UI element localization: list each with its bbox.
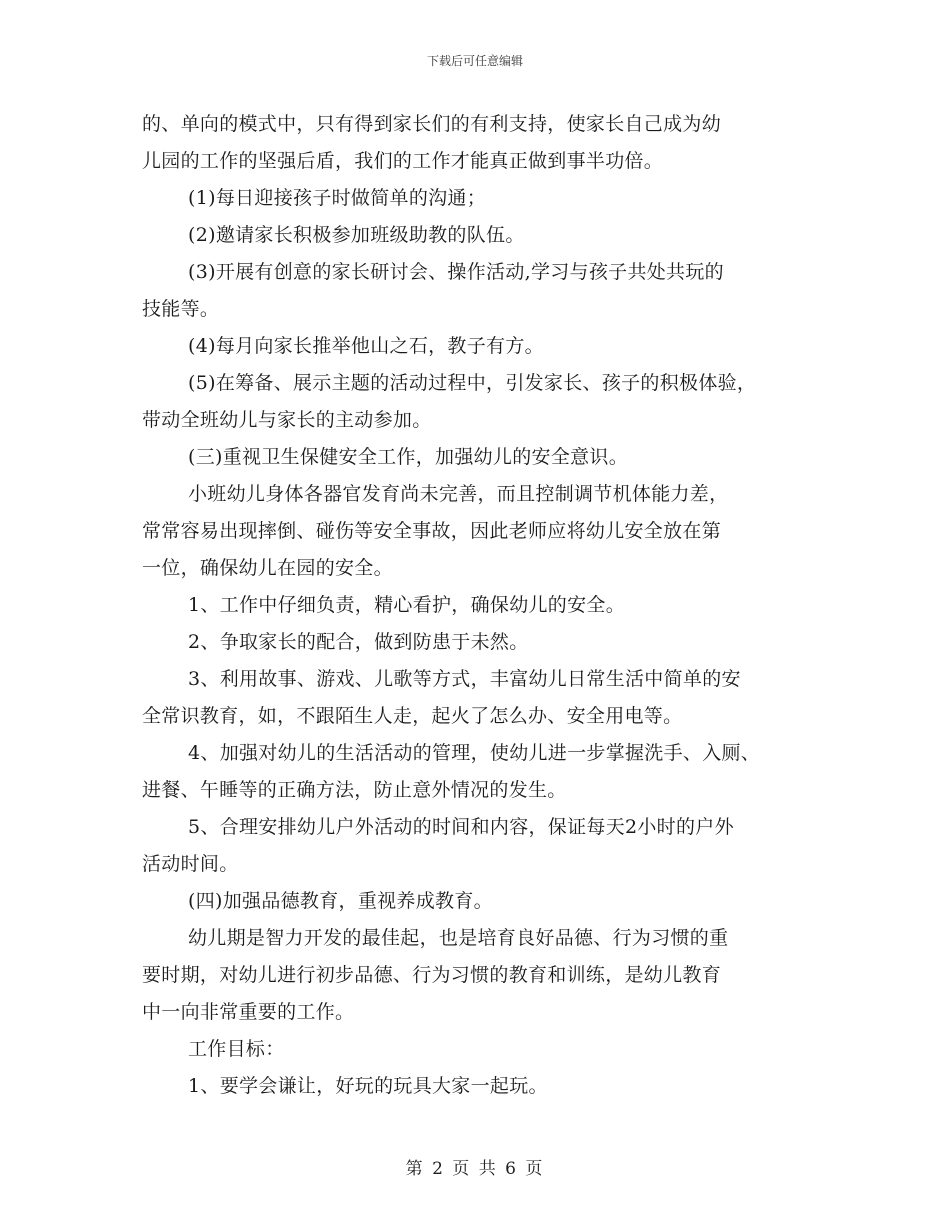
paragraph-line: (2)邀请家长积极参加班级助教的队伍。 xyxy=(188,224,525,246)
document-body xyxy=(142,106,842,1105)
paragraph-line: (5)在筹备、展示主题的活动过程中，引发家长、孩子的积极体验， xyxy=(188,372,757,394)
paragraph-line: 技能等。 xyxy=(142,298,220,320)
paragraph-line: 4、加强对幼儿的生活活动的管理，使幼儿进一步掌握洗手、入厕、 xyxy=(188,742,761,764)
paragraph-line: 全常识教育，如，不跟陌生人走，起火了怎么办、安全用电等。 xyxy=(142,705,683,727)
paragraph-line: 常常容易出现摔倒、碰伤等安全事故，因此老师应将幼儿安全放在第 xyxy=(142,520,722,542)
paragraph-line: (1)每日迎接孩子时做简单的沟通； xyxy=(188,187,487,209)
header-note: 下载后可任意编辑 xyxy=(426,54,523,68)
paragraph-line: 2、争取家长的配合，做到防患于未然。 xyxy=(188,631,529,653)
paragraph-line: 工作目标： xyxy=(188,1038,285,1060)
paragraph-line: 带动全班幼儿与家长的主动参加。 xyxy=(142,409,432,431)
paragraph-line: 活动时间。 xyxy=(142,853,239,875)
paragraph-line: 要时期，对幼儿进行初步品德、行为习惯的教育和训练，是幼儿教育 xyxy=(142,964,722,986)
page-number: 第 2 页 共 6 页 xyxy=(405,1159,545,1179)
paragraph-line: 1、要学会谦让，好玩的玩具大家一起玩。 xyxy=(188,1075,548,1097)
paragraph-line: 幼儿期是智力开发的最佳起，也是培育良好品德、行为习惯的重 xyxy=(188,927,729,949)
section-heading: (三)重视卫生保健安全工作，加强幼儿的安全意识。 xyxy=(188,446,629,468)
paragraph-line: 5、合理安排幼儿户外活动的时间和内容，保证每天2小时的户外 xyxy=(188,816,734,838)
paragraph-line: 小班幼儿身体各器官发育尚未完善，而且控制调节机体能力差， xyxy=(188,483,729,505)
paragraph-line: 3、利用故事、游戏、儿歌等方式，丰富幼儿日常生活中简单的安 xyxy=(188,668,741,690)
paragraph-line: 1、工作中仔细负责，精心看护，确保幼儿的安全。 xyxy=(188,594,625,616)
paragraph-line: 的、单向的模式中，只有得到家长们的有利支持，使家长自己成为幼 xyxy=(142,113,722,135)
paragraph-line: 中一向非常重要的工作。 xyxy=(142,1001,355,1023)
paragraph-line: 一位，确保幼儿在园的安全。 xyxy=(142,557,393,579)
paragraph-line: (3)开展有创意的家长研讨会、操作活动,学习与孩子共处共玩的 xyxy=(188,261,724,283)
paragraph-line: 儿园的工作的坚强后盾，我们的工作才能真正做到事半功倍。 xyxy=(142,150,664,172)
paragraph-line: (4)每月向家长推举他山之石，教子有方。 xyxy=(188,335,544,357)
section-heading: (四)加强品德教育，重视养成教育。 xyxy=(188,890,493,912)
paragraph-line: 进餐、午睡等的正确方法，防止意外情况的发生。 xyxy=(142,779,567,801)
